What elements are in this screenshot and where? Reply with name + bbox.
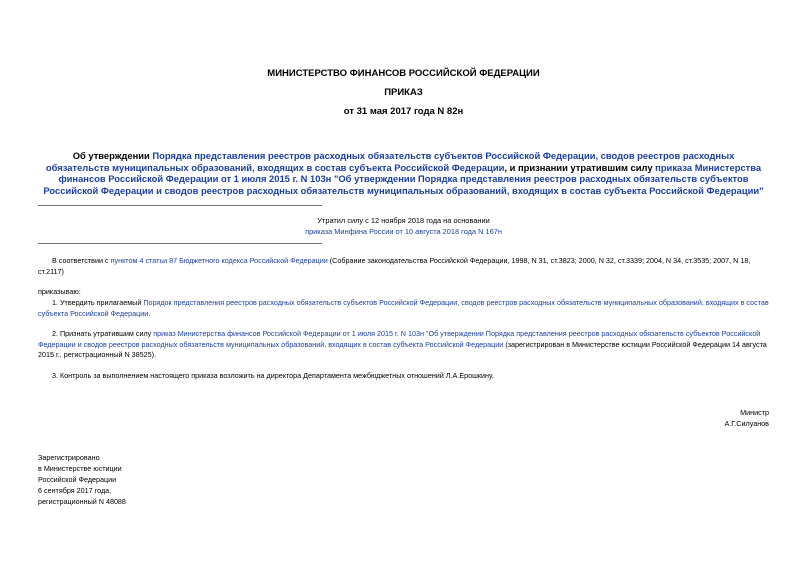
title-middle: , и признании утратившим силу [504,161,656,173]
divider-top [38,205,322,206]
item-1-prefix: 1. Утвердить прилагаемый [52,298,144,307]
item-1-suffix: . [148,308,151,318]
status-note-line: Утратил силу с 12 ноября 2018 года на основании [317,216,490,225]
title-link-procedure[interactable]: Порядка представления реестров расходных обязательств субъектов Российской Федерации, сводов реестров расходных обязательств муниципальных образований, входящих в состав субъекта Российской Федерации [45,150,735,173]
registration-line-3: Российской Федерации [38,475,117,484]
item-1-link-procedure[interactable]: Порядок представления реестров расходных обязательств субъектов Российской Федерации, сводов реестров расходных обязательств муниципальных образований, входящих в состав субъекта Российской Федерации [38,298,769,318]
status-note-link-line [0,227,807,238]
registration-line-5: регистрационный N 48088 [38,497,126,506]
signer-name: А.Г.Силуанов [724,419,769,428]
order-word: приказываю: [38,287,81,296]
signer-position: Министр [740,408,769,417]
item-2-prefix: 2. Признать утратившим силу [52,329,154,338]
document-title [40,150,767,196]
divider-bottom [38,243,322,244]
title-prefix: Об утверждении [72,150,153,161]
preamble-prefix: В соответствии с [52,256,111,265]
registration-block [38,452,126,507]
registration-line-1: Зарегистрировано [38,453,100,462]
item-3-paragraph: 3. Контроль за выполнением настоящего приказа возложить на директора Департамента межбюджетных отношений Л.А.Ерошкину. [52,371,494,380]
order-date-number: от 31 мая 2017 года N 82н [343,106,464,117]
ministry-heading: МИНИСТЕРСТВО ФИНАНСОВ РОССИЙСКОЙ ФЕДЕРАЦИИ [267,68,540,79]
item-2-paragraph [38,329,769,361]
item-2-link-repealed-order[interactable]: приказ Министерства финансов Российской Федерации от 1 июля 2015 г. N 103н "Об утверждении Порядка представления реестров расходных обязательств субъектов Российской Федерации и сводов реестров расходных обязательств муниципальных образований, входящих в состав субъекта Российской Федерации [38,329,761,349]
preamble-paragraph [38,256,769,277]
signer-block [725,407,770,429]
preamble-suffix: (Собрание законодательства Российской Федерации, 1998, N 31, ст.3823; 2000, N 32, ст.3339; 2004, N 34, ст.3535; 2007, N 18, ст.2117) [38,256,751,276]
order-heading: ПРИКАЗ [384,87,423,98]
registration-line-2: в Министерстве юстиции [38,464,122,473]
preamble-link-budget-code[interactable]: пунктом 4 статьи 87 Бюджетного кодекса Российской Федерации [110,256,328,265]
title-link-repealed-order[interactable]: приказа Министерства финансов Российской Федерации от 1 июля 2015 г. N 103н "Об утверждении Порядка представления реестров расходных обязательств субъектов Российской Федерации и сводов реестров расходных обязательств муниципальных образований, входящих в состав субъекта Российской Федерации" [43,161,764,196]
registration-line-4: 6 сентября 2017 года, [38,486,112,495]
status-note-link[interactable]: приказа Минфина России от 10 августа 2018 года N 167н [305,227,502,236]
item-2-suffix: (зарегистрирован в Министерстве юстиции Российской Федерации 14 августа 2015 г., регистрационный N 38525). [38,339,767,359]
item-1-paragraph [38,298,769,319]
